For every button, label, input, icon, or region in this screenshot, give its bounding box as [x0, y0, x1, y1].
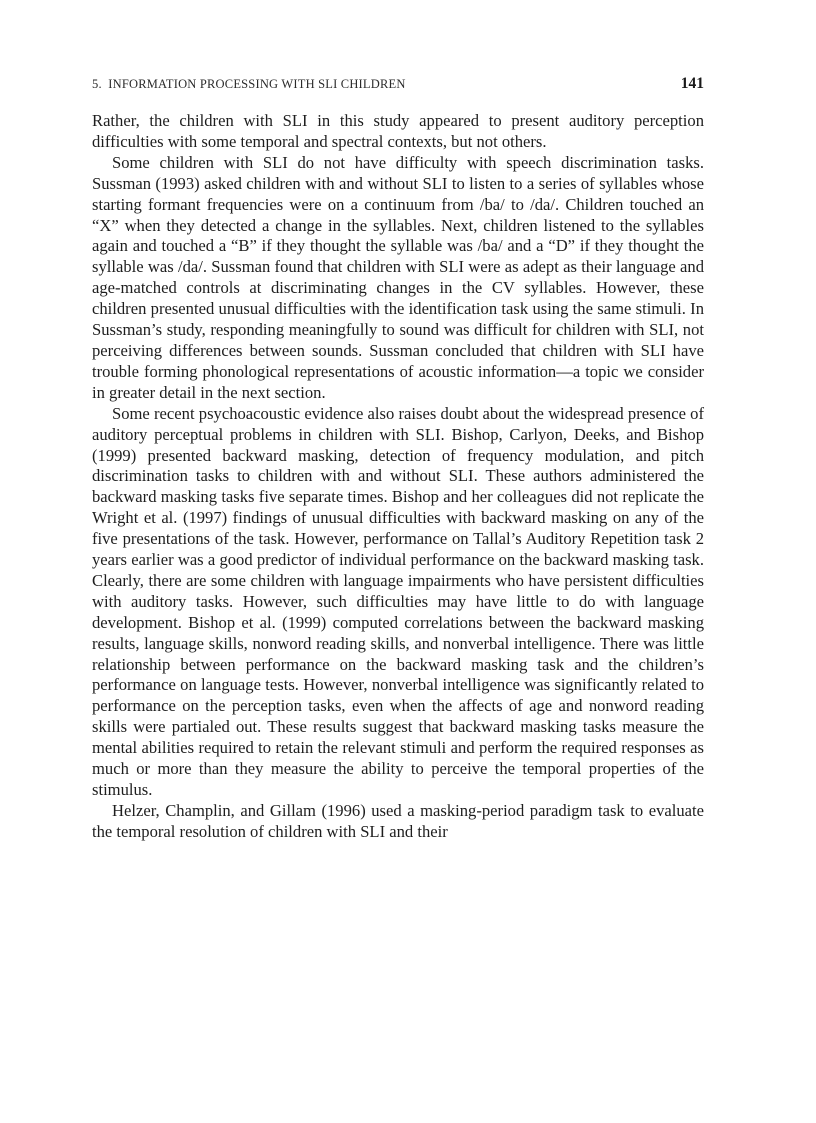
book-page: [92, 75, 704, 843]
paragraph-helzer-study: Helzer, Champlin, and Gillam (1996) used a masking-period paradigm task to evaluate the temporal resolution of children with SLI and their: [92, 800, 704, 841]
chapter-running-title: 5. INFORMATION PROCESSING WITH SLI CHILDREN: [92, 77, 406, 91]
running-head: [92, 75, 704, 97]
paragraph-sussman-study: Some children with SLI do not have difficulty with speech discrimination tasks. Sussman (1993) asked children with and without SLI to listen to a series of syllables whose starting formant frequencies were on a continuum from /ba/ to /da/. Children touched an “X” when they detected a change in the syllables. Next, children listened to the syllables again and touched a “B” if they thought the syllable was /ba/ and a “D” if they thought the syllable was /da/. Sussman found that children with SLI were as adept as their language and age-matched controls at discriminating changes in the CV syllables. However, these children presented unusual difficulties with the identification task using the same stimuli. In Sussman’s study, responding meaningfully to sound was difficult for children with SLI, not perceiving differences between sounds. Sussman concluded that children with SLI have trouble forming phonological representations of acoustic information—a topic we consider in greater detail in the next section.: [92, 152, 704, 402]
paragraph-continued: Rather, the children with SLI in this study appeared to present auditory perception difficulties with some temporal and spectral contexts, but not others.: [92, 111, 704, 151]
body-text: [92, 111, 704, 843]
page-number: 141: [680, 75, 704, 92]
paragraph-psychoacoustic-evidence: Some recent psychoacoustic evidence also raises doubt about the widespread presence of auditory perceptual problems in children with SLI. Bishop, Carlyon, Deeks, and Bishop (1999) presented backward masking, detection of frequency modulation, and pitch discrimination tasks to children with and without SLI. These authors administered the backward masking tasks five separate times. Bishop and her colleagues did not replicate the Wright et al. (1997) findings of unusual difficulties with backward masking on any of the five presentations of the task. However, performance on Tallal’s Auditory Repetition task 2 years earlier was a good predictor of individual performance on the backward masking task. Clearly, there are some children with language impairments who have persistent difficulties with auditory tasks. However, such difficulties may have little to do with language development. Bishop et al. (1999) computed correlations between the backward masking results, language skills, nonword reading skills, and nonverbal intelligence. There was little relationship between performance on the backward masking task and the children’s performance on language tests. However, nonverbal intelligence was significantly related to performance on the perception tasks, even when the affects of age and nonword reading skills were partialed out. These results suggest that backward masking tasks measure the mental abilities required to retain the relevant stimuli and perform the required responses as much or more than they measure the ability to perceive the temporal properties of the stimulus.: [92, 403, 704, 799]
